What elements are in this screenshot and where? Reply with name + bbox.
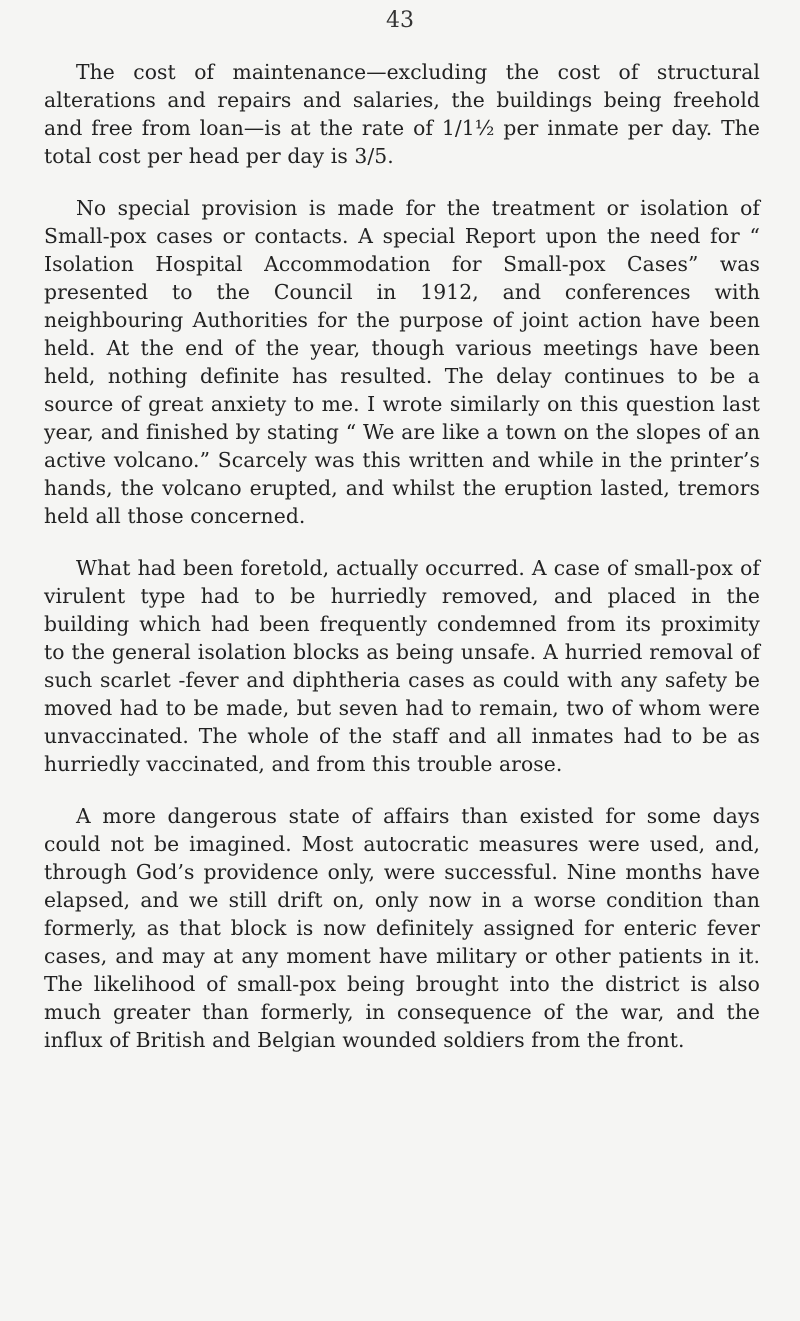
page-number: 43 (386, 8, 414, 33)
body-text (44, 58, 760, 1078)
paragraph-smallpox-provision: No special provision is made for the treatment or isolation of Small-pox cases or contacts. A special Report upon the need for “ Isolation Hospital Accommodation for Small-pox Cases” was presented to the Council in 1912, and conferences with neighbouring Authorities for the purpose of joint action have been held. At the end of the year, though various meetings have been held, nothing definite has resulted. The delay continues to be a source of great anxiety to me. I wrote similarly on this question last year, and finished by stating “ We are like a town on the slopes of an active volcano.” Scarcely was this written and while in the printer’s hands, the volcano erupted, and whilst the eruption lasted, tremors held all those concerned. (44, 196, 760, 528)
paragraph-maintenance-cost: The cost of maintenance—excluding the cost of structural alterations and repairs and salaries, the buildings being freehold and free from loan—is at the rate of 1/1½ per inmate per day. The total cost per head per day is 3/5. (44, 60, 760, 168)
paragraph-smallpox-case: What had been foretold, actually occurred. A case of small-pox of virulent type had to be hurriedly removed, and placed in the building which had been frequently condemned from its proximity to the general isolation blocks as being unsafe. A hurried removal of such scarlet -fever and diphtheria cases as could with any safety be moved had to be made, but seven had to remain, two of whom were unvaccinated. The whole of the staff and all inmates had to be as hurriedly vaccinated, and from this trouble arose. (44, 556, 760, 776)
paragraph-dangerous-state: A more dangerous state of affairs than existed for some days could not be imagined. Most autocratic measures were used, and, through God’s providence only, were successful. Nine months have elapsed, and we still drift on, only now in a worse condition than formerly, as that block is now definitely assigned for enteric fever cases, and may at any moment have military or other patients in it. The likelihood of small-pox being brought into the district is also much greater than formerly, in consequence of the war, and the influx of British and Belgian wounded soldiers from the front. (44, 804, 760, 1052)
